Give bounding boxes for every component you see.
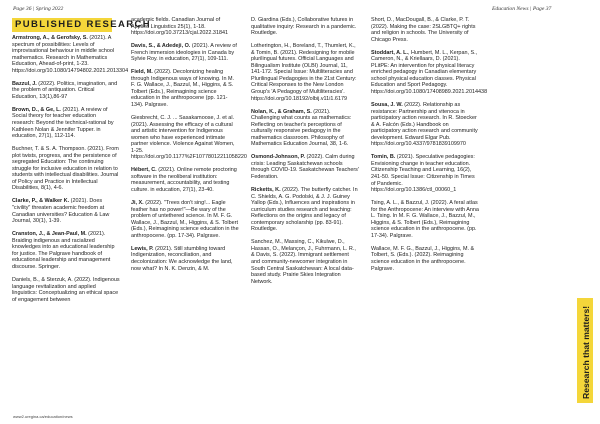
reference-entry xyxy=(131,17,239,37)
reference-text: Short, D., MacDougall, B., & Clarke, P. T. (2022). Making the case: 2SLGBTQ+ rights and religion in schools. The University of Chicago Press. xyxy=(371,17,476,43)
reference-entry xyxy=(251,187,359,233)
page-header xyxy=(0,4,600,14)
reference-entry xyxy=(12,198,120,224)
reference-authors: Sousa, J. W. xyxy=(371,102,403,109)
column-2 xyxy=(131,17,247,279)
reference-text: (2022). Politics, imagination, and the problem of antiquation. Critical Education, 13(1),86-97 xyxy=(12,80,118,100)
reference-authors: Clarke, P., & Walker K. xyxy=(12,198,70,205)
reference-authors: Nolan, K., & Graham, S. xyxy=(251,108,312,115)
reference-text: (2021). Still stumbling toward Indigenization, reconciliation, and decolonization: We acknowledge the land, now what? In N. K. Denzin, & M. xyxy=(131,245,233,272)
reference-text: (2021). Braiding indigenous and racialized knowledges into an educational leadership for justice. The Palgrave handbook of educational leadership and management discourse. Springer. xyxy=(12,231,115,270)
page-number-left: Page 36 | Spring 2022 xyxy=(13,6,64,12)
reference-text: Daniels, B., & Sterzuk, A. (2022). Indigenous language revitalization and applied linguistics: Conceptualizing an ethical space of engagement between xyxy=(12,276,120,303)
reference-entry xyxy=(131,246,239,272)
reference-text: academic fields. Canadian Journal of Applied Linguistics 25(1), 1-18. https://doi.org/10.37213/cjal.2022.31841 xyxy=(131,17,229,37)
reference-entry xyxy=(12,81,120,101)
reference-authors: Hébert, C. xyxy=(131,167,157,174)
reference-text: (2022). The butterfly catcher. In C. Shields, A. G. Podolski, & J. J. Guiney Yallop (Eds.), Influences and inspirations in curriculum studies research and teaching: Reflections on the origins and legacy of contemporary scholarship (pp. 83-91). Routledge. xyxy=(251,187,358,233)
side-tab-label: Research that matters! xyxy=(581,305,591,399)
reference-text: (2021). A review of French immersion ideologies in Canada by Sylvie Roy. in education, 27(1), 109-111. xyxy=(131,43,237,63)
reference-authors: Cranston, J., & Jean-Paul, M. xyxy=(12,231,87,238)
reference-text: (2021). Does "civility" threaten academic freedom at Canadian universities? Education & Law Journal, 30(1), 1-39. xyxy=(12,198,110,225)
reference-entry xyxy=(251,109,359,148)
reference-entry xyxy=(251,43,359,102)
reference-entry xyxy=(251,154,359,180)
reference-authors: Stoddart, A. L. xyxy=(371,49,408,56)
reference-authors: Bazzul, J. xyxy=(12,80,37,87)
column-1 xyxy=(12,35,129,310)
reference-authors: Davis, S., & Adedeji, O. xyxy=(131,43,191,50)
reference-text: (2021). Challenging what counts as mathematics: Reflecting on teacher's perceptions of culturally responsive pedagogy in the mathematics classroom. Philosophy of Mathematics Education Journal, 38, 1-6. xyxy=(251,108,352,148)
reference-text: (2022). Decolonizing healing through Indigenous ways of knowing. In M. F. G. Wallace, J., Bazzul, M., Higgins, & S. Tolbert (Eds.), Reimagining science education in the anthropocene (pp. 121-134). Palgrave. xyxy=(131,69,235,109)
reference-text: D. Giardina (Eds.), Collaborative futures in qualitative inquiry: Research in a pandemic. Routledge. xyxy=(251,17,357,37)
reference-authors: Armstrong, A., & Gerofsky, S. xyxy=(12,35,88,41)
reference-entry xyxy=(371,49,488,96)
section-banner xyxy=(12,18,152,32)
reference-text: Sanchez, M., Massing, C., Kikulwe, D., Hassan, O., Melançon, J., Fuhrmann, L. R., & Davis, S. (2022). Immigrant settlement and community-newcomer integration in South Central Saskatchewan: A local data-based study. Prairie Skies Integration Network. xyxy=(251,239,356,285)
reference-text: Lotherington, H., Boreland, T., Thumlert, K., & Tomin, B. (2021). Redesigning for mobile plurilingual futures. Official Languages and Bilingualism Institute (OLBI) Journal, 11, 141-172. Special Issue: Multiliteracies and Plurilingual Pedagogies in the 21st Century: Critical Responses to the New London Group's 'A Pedagogy of Multiliteracies'. https://doi.org/10.18192/olbij.v11i1.6179 xyxy=(251,43,357,102)
footer-url: www2.uregina.ca/education/news xyxy=(13,414,73,419)
reference-text: (2021). A spectrum of possibilities: Levels of improvisational behaviour in middle school mathematics. Research in Mathematics Education, Ahead-of-print, 1-23. https://doi.org/10.1080/14794802.2021.2013304 xyxy=(12,35,129,74)
reference-entry xyxy=(12,35,129,74)
page-number-right: Education News | Page 37 xyxy=(492,6,552,12)
reference-entry xyxy=(12,146,120,192)
reference-entry xyxy=(251,239,359,285)
reference-authors: Tomin, B. xyxy=(371,154,396,161)
reference-text: Tsing, A. L., & Bazzul, J. (2022). A feral atlas for the Anthropocene: An interview with Anna L. Tsing. In M. F. G. Wallace, J., Bazzul, M., Higgins, & S. Tolbert (Eds.), Reimagining science education in the anthropocene. (pp. 17-34). Palgrave. xyxy=(371,200,479,239)
side-tab xyxy=(577,298,593,403)
reference-text: Wallace, M. F. G., Bazzul, J., Higgins, M. & Tolbert, S. (Eds.). (2022). Reimagining science education in the anthropocene. Palgrave. xyxy=(371,245,475,272)
reference-authors: Osmond-Johnson, P. xyxy=(251,154,305,161)
reference-text: (2021). A review of Social theory for teacher education research: Beyond the technical-rational by Kathleen Nolan & Jennifer Tupper. in education, 27(1), 112-114. xyxy=(12,106,114,140)
reference-text: (2021). Speculative pedagogies: Envisioning change in teacher education. Citizenship Teaching and Learning, 16(2), 241-50. Special Issue: Citizenship in Times of Pandemic. https://doi.org/10.1386/ctl_00060_1 xyxy=(371,154,475,194)
reference-entry xyxy=(131,115,247,161)
reference-entry xyxy=(12,277,120,303)
reference-authors: Field, M. xyxy=(131,69,153,76)
reference-authors: Brown, D., & Ge, L. xyxy=(12,106,61,113)
reference-text: (2022). Calm during crisis: Leading Saskatchewan schools through COVID-19. Saskatchewan Teachers' Federation. xyxy=(251,154,359,180)
reference-entry xyxy=(12,231,120,270)
reference-entry xyxy=(251,17,359,37)
reference-entry xyxy=(371,17,479,43)
section-title: PUBLISHED RESEARCH xyxy=(15,19,152,30)
reference-text: (2021). Online remote proctoring software in the neoliberal institution: measurement, accountability, and testing culture. in education, 27(1), 23-40. xyxy=(131,167,237,194)
reference-text: Buchner, T. & S. A. Thompson. (2021). From plot twists, progress, and the persistence of segregated Education: The continuing struggle for inclusive education in relation to students with intellectual disabilities. Journal of Policy and Practice in Intellectual Disabilities, 8(1), 4-6. xyxy=(12,146,119,192)
reference-text: , Humbert, M. L., Kerpan, S., Cameron, N., & Kriellaars, D. (2021). PLitPE: An intervention for physical literacy enriched pedagogy in Canadian elementary school physical education classes. Physical Education and Sport Pedagogy. https://doi.org/10.1080/17408989.2021.2014438 xyxy=(371,49,488,95)
reference-entry xyxy=(12,107,120,140)
column-4 xyxy=(371,17,488,279)
reference-entry xyxy=(371,154,479,193)
reference-entry xyxy=(371,102,479,148)
reference-authors: Ricketts, K. xyxy=(251,187,281,194)
reference-entry xyxy=(371,200,479,239)
reference-entry xyxy=(131,43,239,63)
reference-text: Giesbrecht, C. J. ... Sasakamoose, J. et al. (2021). Assessing the efficacy of a cultural and artistic intervention for Indigenous women who have experienced intimate partner violence. Violence Against Women, 1-25. https://doi.org/10.1177%2F10778012211058220 xyxy=(131,115,247,161)
reference-entry xyxy=(131,69,239,108)
reference-authors: Ji, X. xyxy=(131,200,144,207)
reference-entry xyxy=(371,246,479,272)
reference-text: (2022). Relationship as resistance: Partnership and vitenoca in participatory action research. In R. Stoecker & A. Falcón (Eds.) Handbook on participatory action research and community development. Edward Elgar Pub. https://doi.org/10.4337/9781839109970 xyxy=(371,102,478,148)
reference-entry xyxy=(131,200,239,239)
column-3 xyxy=(251,17,359,292)
reference-authors: Lewis, P. xyxy=(131,245,154,252)
reference-entry xyxy=(131,167,239,193)
reference-text: (2022). "Trees don't sing!... Eagle feather has no power!"—Be wary of the problem of untethered science. In M. F. G. Wallace, J., Bazzul, M., Higgins, & S. Tolbert (Eds.), Reimagining science education in the anthropocene. (pp. 17-34). Palgrave. xyxy=(131,200,239,239)
